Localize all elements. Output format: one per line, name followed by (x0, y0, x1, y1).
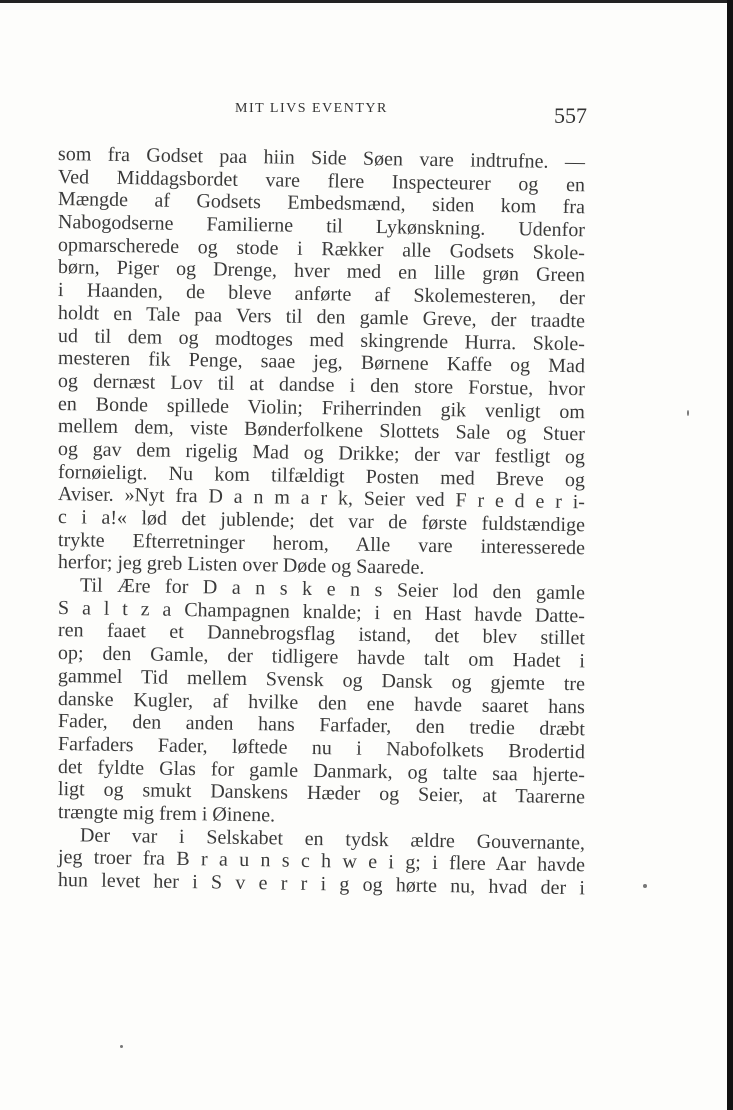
text-line: og dernæst Lov til at dandse i den store Forstue, hvor (57, 369, 586, 401)
scan-speck (643, 884, 647, 888)
text-line: c i a!« lød det jublende; det var de første fuldstændige (57, 506, 586, 537)
text-line: jeg troer fra B r a u n s c h w e i g; i flere Aar havde (57, 846, 586, 877)
page-top-edge (0, 0, 733, 3)
text-line: trængte mig frem i Øinene. (57, 800, 276, 827)
text-line: trykte Efterretninger herom, Alle vare interesserede (57, 528, 586, 559)
text-line: Fader, den anden hans Farfader, den tredie dræbt (57, 710, 586, 741)
text-line: hun levet her i S v e r r i g og hørte nu, hvad der i (57, 869, 586, 900)
text-line: S a l t z a Champagnen knalde; i en Hast havde Datte- (57, 596, 586, 628)
text-line: Nabogodserne Familierne til Lykønskning. Udenfor (57, 211, 586, 242)
text-line: i Haanden, de bleve anførte af Skolemesteren, der (57, 279, 586, 310)
text-line: Farfaders Fader, løftede nu i Nabofolkets Brodertid (57, 732, 586, 764)
text-line: op; den Gamle, der tidligere havde talt om Hadet i (57, 642, 586, 673)
text-line: mesteren fik Penge, saae jeg, Børnene Kaffe og Mad (57, 347, 586, 378)
text-line: Ved Middagsbordet vare flere Inspecteurer og en (57, 165, 586, 196)
text-line: ud til dem og modtoges med skingrende Hurra. Skole- (57, 324, 586, 355)
text-line: danske Kugler, af hvilke den ene havde saaret hans (57, 687, 586, 718)
page-number: 557 (554, 103, 587, 128)
text-line: gammel Tid mellem Svensk og Dansk og gjemte tre (57, 664, 586, 696)
page-right-edge (727, 0, 733, 1110)
text-line: Aviser. »Nyt fra D a n m a r k, Seier ved F r e d e r i- (57, 483, 586, 514)
running-header-title: MIT LIVS EVENTYR (235, 101, 388, 116)
text-line: ren faaet et Dannebrogsflag istand, det blev stillet (57, 619, 586, 650)
text-line: og gav dem rigelig Mad og Drikke; der var festligt og (57, 437, 586, 469)
text-line: Mængde af Godsets Embedsmænd, siden kom fra (57, 188, 586, 219)
text-line: børn, Piger og Drenge, hver med en lille grøn Green (57, 256, 586, 287)
text-line: mellem dem, viste Bønderfolkene Slottets Sale og Stuer (57, 415, 586, 446)
text-line: det fyldte Glas for gamle Danmark, og talte saa hjerte- (57, 755, 586, 786)
text-line: som fra Godset paa hiin Side Søen vare indtrufne. — (57, 143, 586, 174)
text-line: ligt og smukt Danskens Hæder og Seier, at Taarerne (57, 778, 586, 809)
text-line: holdt en Tale paa Vers til den gamle Greve, der traadte (57, 301, 586, 333)
text-line: opmarscherede og stode i Rækker alle Godsets Skole- (57, 233, 586, 265)
body-text (57, 143, 586, 900)
text-line: Til Ære for D a n s k e n s Seier lod den gamle (79, 574, 586, 605)
text-line: en Bonde spillede Violin; Friherrinden gik venligt om (57, 392, 586, 423)
text-line: Der var i Selskabet en tydsk ældre Gouvernante, (79, 823, 586, 854)
scan-speck (687, 410, 689, 416)
text-line: herfor; jeg greb Listen over Døde og Saarede. (57, 551, 425, 580)
text-line: fornøieligt. Nu kom tilfældigt Posten med Breve og (57, 460, 586, 491)
scan-speck (120, 1045, 123, 1048)
